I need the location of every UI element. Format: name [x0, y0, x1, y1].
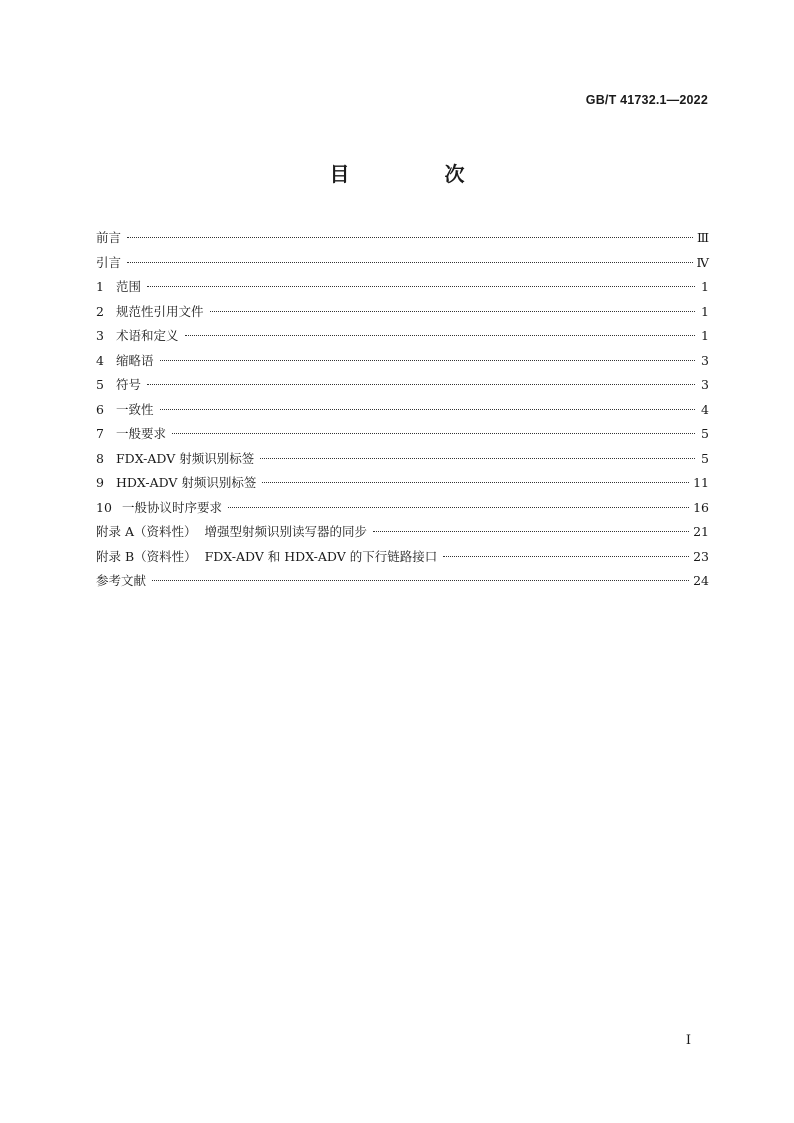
toc-entry-number: 6 — [96, 401, 104, 417]
toc-leader-dots — [127, 262, 692, 263]
page-number: I — [685, 1033, 691, 1048]
toc-entry-bibliography[interactable] — [96, 569, 709, 594]
toc-entry-abbreviations[interactable] — [96, 349, 709, 374]
toc-entry-conformance[interactable] — [96, 398, 709, 423]
toc-entry-page: 1 — [701, 303, 709, 319]
toc-leader-dots — [210, 311, 695, 312]
toc-entry-normative-references[interactable] — [96, 300, 709, 325]
toc-entry-label: FDX-ADV 射频识别标签 — [116, 450, 255, 466]
toc-entry-number: 1 — [96, 279, 104, 294]
toc-entry-label: 前言 — [96, 230, 122, 245]
toc-entry-label: 一般要求 — [116, 426, 167, 441]
toc-entry-number: 3 — [96, 328, 104, 343]
toc-entry-label: 符号 — [116, 377, 142, 392]
toc-entry-label: 一般协议时序要求 — [122, 499, 223, 515]
toc-entry-terms-definitions[interactable] — [96, 324, 709, 349]
toc-leader-dots — [127, 237, 693, 238]
toc-entry-page: 3 — [701, 377, 709, 392]
toc-leader-dots — [443, 556, 689, 557]
toc-entry-number: 10 — [96, 499, 112, 515]
toc-entry-page: 4 — [701, 401, 709, 417]
toc-entry-scope[interactable] — [96, 275, 709, 300]
standard-code: GB/T 41732.1—2022 — [585, 93, 708, 107]
toc-entry-page: 1 — [701, 279, 709, 294]
toc-entry-page: 1 — [701, 328, 709, 343]
toc-entry-page: Ⅲ — [696, 230, 709, 245]
toc-entry-general-requirements[interactable] — [96, 422, 709, 447]
toc-entry-annex-a[interactable] — [96, 520, 709, 545]
toc-entry-symbols[interactable] — [96, 373, 709, 398]
toc-entry-number: 7 — [96, 426, 104, 441]
toc-leader-dots — [373, 531, 689, 532]
toc-entry-label: 附录 A（资料性） 增强型射频识别读写器的同步 — [96, 524, 367, 539]
toc-entry-number: 2 — [96, 303, 104, 319]
toc-entry-protocol-timing[interactable] — [96, 496, 709, 521]
toc-leader-dots — [260, 458, 695, 459]
toc-entry-page: 24 — [693, 573, 709, 588]
toc-entry-page: Ⅳ — [696, 254, 709, 270]
toc-entry-page: 5 — [701, 426, 709, 441]
toc-entry-hdx-adv-tags[interactable] — [96, 471, 709, 496]
toc-leader-dots — [185, 335, 695, 336]
toc-leader-dots — [262, 482, 689, 483]
toc-leader-dots — [160, 409, 695, 410]
toc-leader-dots — [147, 286, 695, 287]
toc-entry-foreword[interactable] — [96, 226, 709, 251]
toc-entry-annex-b[interactable] — [96, 545, 709, 570]
toc-entry-number: 8 — [96, 450, 104, 466]
toc-entry-label: 范围 — [116, 279, 142, 294]
toc-entry-label: 缩略语 — [116, 352, 154, 368]
toc-entry-page: 16 — [693, 499, 709, 515]
toc-entry-label: 参考文献 — [96, 573, 147, 588]
toc-leader-dots — [152, 580, 689, 581]
page-title: 目 次 — [329, 162, 509, 186]
toc-entry-label: 规范性引用文件 — [116, 303, 204, 319]
toc-leader-dots — [147, 384, 695, 385]
toc-leader-dots — [172, 433, 695, 434]
toc-entry-page: 5 — [701, 450, 709, 466]
toc-entry-label: 附录 B（资料性） FDX-ADV 和 HDX-ADV 的下行链路接口 — [96, 548, 438, 564]
toc-entry-number: 4 — [96, 352, 104, 368]
toc-entry-label: 术语和定义 — [116, 328, 179, 343]
toc-entry-page: 11 — [693, 475, 709, 490]
toc-leader-dots — [228, 507, 689, 508]
toc-entry-page: 21 — [693, 524, 709, 539]
toc-entry-introduction[interactable] — [96, 251, 709, 276]
table-of-contents — [96, 226, 709, 594]
toc-entry-page: 23 — [693, 548, 709, 564]
toc-entry-number: 5 — [96, 377, 104, 392]
toc-entry-page: 3 — [701, 352, 709, 368]
toc-entry-label: HDX-ADV 射频识别标签 — [116, 475, 257, 490]
toc-entry-label: 引言 — [96, 254, 122, 270]
toc-leader-dots — [160, 360, 695, 361]
toc-entry-number: 9 — [96, 475, 104, 490]
toc-entry-label: 一致性 — [116, 401, 154, 417]
toc-entry-fdx-adv-tags[interactable] — [96, 447, 709, 472]
